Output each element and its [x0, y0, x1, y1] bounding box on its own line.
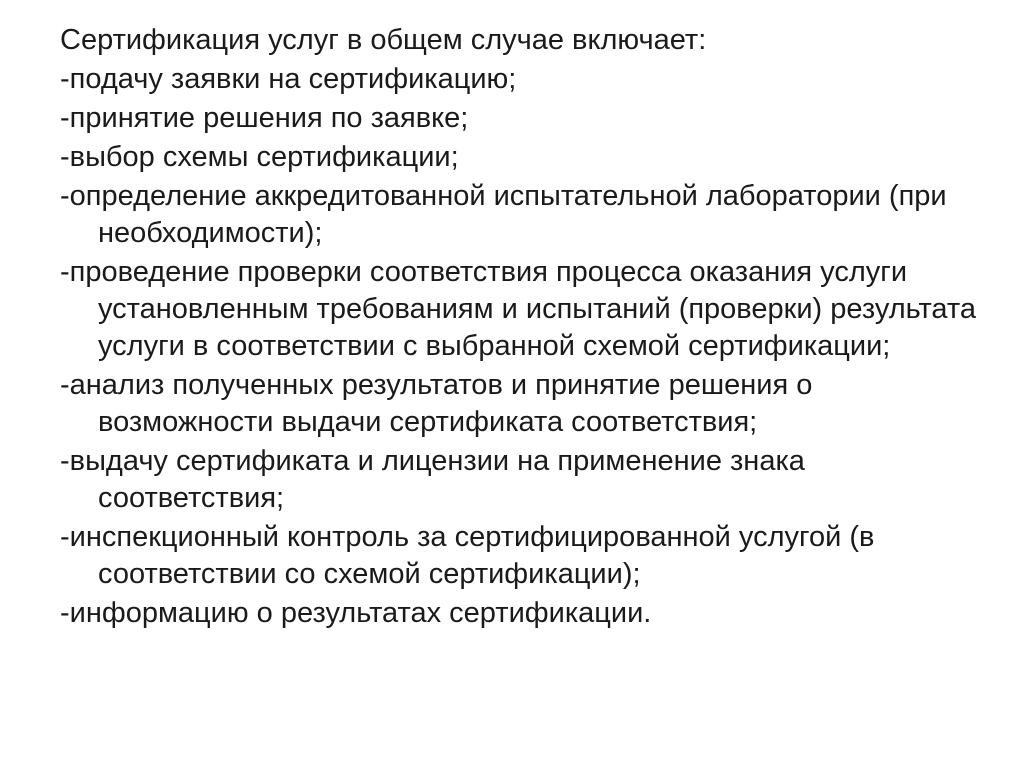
list-item: -принятие решения по заявке;	[60, 102, 469, 134]
list-item: -подачу заявки на сертификацию;	[60, 63, 517, 95]
certification-steps-list	[60, 61, 984, 632]
list-item: -инспекционный контроль за сертифицированной услугой (в соответствии со схемой сертификации);	[60, 521, 875, 590]
list-item: -проведение проверки соответствия процесса оказания услуги установленным требованиям и испытаний (проверки) результата услуги в соответствии с выбранной схемой сертификации;	[60, 256, 977, 362]
slide-intro: Сертификация услуг в общем случае включает:	[60, 24, 707, 56]
list-item: -анализ полученных результатов и принятие решения о возможности выдачи сертификата соответствия;	[60, 369, 813, 438]
list-item: -информацию о результатах сертификации.	[60, 597, 652, 629]
list-item: -определение аккредитованной испытательной лаборатории (при необходимости);	[60, 180, 947, 249]
list-item: -выдачу сертификата и лицензии на применение знака соответствия;	[60, 445, 805, 514]
list-item: -выбор схемы сертификации;	[60, 141, 459, 173]
